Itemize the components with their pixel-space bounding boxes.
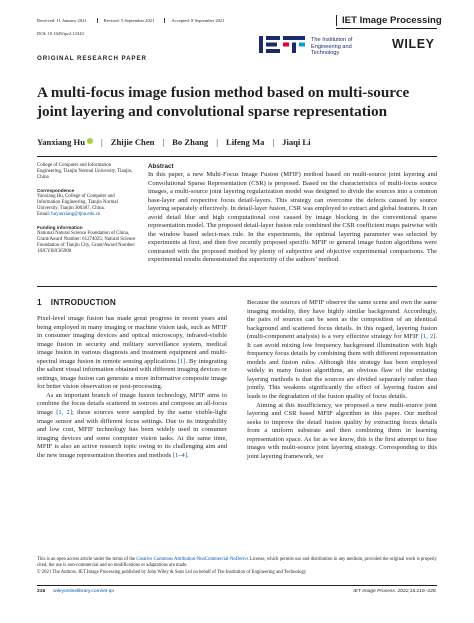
text-run: . It can avoid mixing low frequency background illumination with high frequency focus details by combining them with different representation models and fusion rules. Although this strategy has been employed widely in many fusion algorithms, an obvious flaw of the existing layering methods is that the sources are divided separately rather than jointly. This weakens significantly the effect of layering fusion and leads to the degradation of the fusion quality of focus details.: [247, 333, 437, 401]
license-note: [37, 557, 437, 569]
iet-logo-icon: [259, 36, 305, 53]
citation-link[interactable]: [1, 2]: [420, 333, 436, 341]
email-label: Email:: [37, 212, 52, 218]
page-footer: [37, 585, 437, 597]
right-column: [247, 299, 437, 461]
correspondence-email-line: [37, 212, 137, 218]
paragraph: [37, 315, 227, 392]
doi[interactable]: DOI: 10.1049/ipr2.12343: [37, 31, 84, 36]
journal-title: IET Image Processing: [342, 15, 442, 26]
article-title: A multi-focus image fusion method based on multi-source joint layering and convolutional sparse representation: [37, 84, 410, 120]
funding-heading: Funding information: [37, 224, 83, 230]
paragraph: [37, 392, 227, 460]
correspondence-text: Yanxiang Hu, College of Computer and Information Engineering, Tianjin Normal University, Tianjin 300387, China.: [37, 193, 118, 212]
journal-bar: [336, 15, 337, 26]
article-dates: [37, 18, 225, 23]
author-separator: |: [162, 137, 165, 147]
affiliation: College of Computer and Information Engineering, Tianjin Normal University, Tianjin, China: [37, 163, 133, 181]
author-separator: |: [101, 137, 103, 147]
paragraph: [247, 299, 437, 402]
abstract: [148, 163, 437, 265]
author-4[interactable]: Lifeng Ma: [225, 137, 265, 147]
received-date: Received: 11 January 2021: [37, 18, 87, 23]
wiley-logo: WILEY: [392, 37, 435, 51]
revised-date: Revised: 5 September 2021: [97, 18, 155, 23]
author-list: [37, 137, 311, 147]
abstract-divider: [37, 286, 437, 287]
section-title: INTRODUCTION: [50, 298, 116, 307]
orcid-icon[interactable]: [87, 138, 93, 144]
journal-name: [336, 15, 442, 26]
paragraph: Aiming at this insufficiency, we proposed a new multi-source joint layering and CSR based MFIF algorithm in this paper. Our method seeks to improve the detail fusion quality by extracting focus details from a uniform substrate and then combining them in learning representation space. As far as we know, this is the first attempt to fuse images with multi-source joint layering strategy. Corresponding to this joint layering framework, we: [247, 401, 437, 460]
abstract-text: In this paper, a new Multi-Focus Image Fusion (MFIF) method based on multi-source joint layering and Convolutional Sparse Representation (CSR) is proposed. Based on the characteristics of multi-focus source images, a multi-source joint layering regularization model was designed to divide the sources into a common base-layer and respective focus detail-layers. This strategy can overcome the defects caused by source layering separately effectively. In detail-layer fusion, CSR was employed to extract and global features. It can avoid detail blur and high computational cost caused by image blocking in the conventional sparse representation model. The proposed detail-layer fusion rule combined the CSR coefficient maps pairwise with the window based select-max rule. In the experiments, the optimal layering parameter was selected by experiments at first, and then five recently proposed specific MFIF or general image fusion algorithms were contrasted with the proposed method by plenty of subjective and objective experimental comparisons. The experimental results demonstrated the superiority of the authors’ method.: [148, 171, 437, 264]
author-separator: |: [272, 137, 275, 147]
citation-link[interactable]: [1]: [177, 357, 186, 365]
header-divider: [37, 156, 437, 157]
iet-name: The Institution of Engineering and Technology: [311, 37, 353, 57]
correspondence: [37, 188, 137, 219]
text-run: License, which permits use and distribution in any medium, provided the original work is properly cited, the use is non-commercial and no modifications or adaptations are made.: [37, 557, 437, 568]
section-heading-introduction: [37, 298, 116, 307]
license-link[interactable]: Creative Commons Attribution-NonCommercial-NoDerivs: [136, 557, 249, 562]
left-column: [37, 315, 227, 460]
author-5[interactable]: Jiaqi Li: [282, 137, 311, 147]
correspondence-heading: Correspondence: [37, 187, 75, 193]
author-3[interactable]: Bo Zhang: [172, 137, 209, 147]
text-run: As an important branch of image fusion technology, MFIF aims to combine the focus details scattered in sources and compose an all-focus image: [37, 391, 227, 417]
text-run: .: [187, 451, 189, 459]
author-separator: |: [216, 137, 218, 147]
funding-text: National Natural Science Foundation of China, Grant/Award Number: 61274025; Natural Science Foundation of Tianjin City, Grant/Award Number: 18JCYBJC85900: [37, 230, 136, 255]
journal-url[interactable]: wileyonlinelibrary.com/iet-ipr: [53, 589, 115, 594]
page-number: 216: [37, 589, 46, 594]
text-run: Because the sources of MFIF observe the same scene and own the same imaging modality, they have highly similar background. Accordingly, the pairs of sources can be seen as the composition of an identical background and scattered focus details. In this regard, layering fusion (multi-component analysis) is a very effective strategy for MFIF: [247, 299, 437, 341]
text-run: ; these sources were sampled by the same visible-light image sensor and with different focus settings. Due to its integrability and low cost, MFIF technology has been widely used in consumer imaging devices and some computer vision tasks. At the same time, MFIF is also an active research topic owing to its challenging aim and the new image representation theories and methods: [37, 409, 227, 459]
author-name: Yanxiang Hu: [37, 137, 85, 147]
text-run: . By integrating the salient visual information obtained with different imaging devices or settings, image fusion can generate a more informative composite image for better vision observation or post-processing.: [37, 357, 227, 391]
section-number: 1: [37, 298, 42, 307]
affiliation-column: [37, 163, 137, 262]
author-1[interactable]: [37, 137, 93, 147]
abstract-heading: Abstract: [148, 163, 174, 170]
citation-link[interactable]: [1–4]: [172, 451, 187, 459]
citation-link[interactable]: [1, 2]: [56, 409, 73, 417]
copyright: © 2021 The Authors. IET Image Processing published by John Wiley & Sons Ltd on behalf of The Institution of Engineering and Technology: [37, 570, 307, 575]
journal-rule: [336, 28, 437, 29]
accepted-date: Accepted: 8 September 2021: [164, 18, 224, 23]
article-category: ORIGINAL RESEARCH PAPER: [37, 55, 147, 62]
email-link[interactable]: huyanxiang@tjnu.edu.cn: [51, 212, 101, 218]
citation-line: IET Image Process. 2022;16:216–228.: [353, 589, 437, 594]
text-run: This is an open access article under the terms of the: [37, 557, 137, 562]
text-run: Pixel-level image fusion has made great progress in recent years and being employed in many imaging or machine vision task, such as MFIF in consumer imaging devices and optical microscopy, infrared-visible image fusion in security and military surveillance system, medical image fusion in various diagnosis and treatment equipment and multi-spectral image fusion in remote sensing applications: [37, 315, 227, 365]
author-2[interactable]: Zhijie Chen: [110, 137, 155, 147]
funding: [37, 225, 137, 256]
